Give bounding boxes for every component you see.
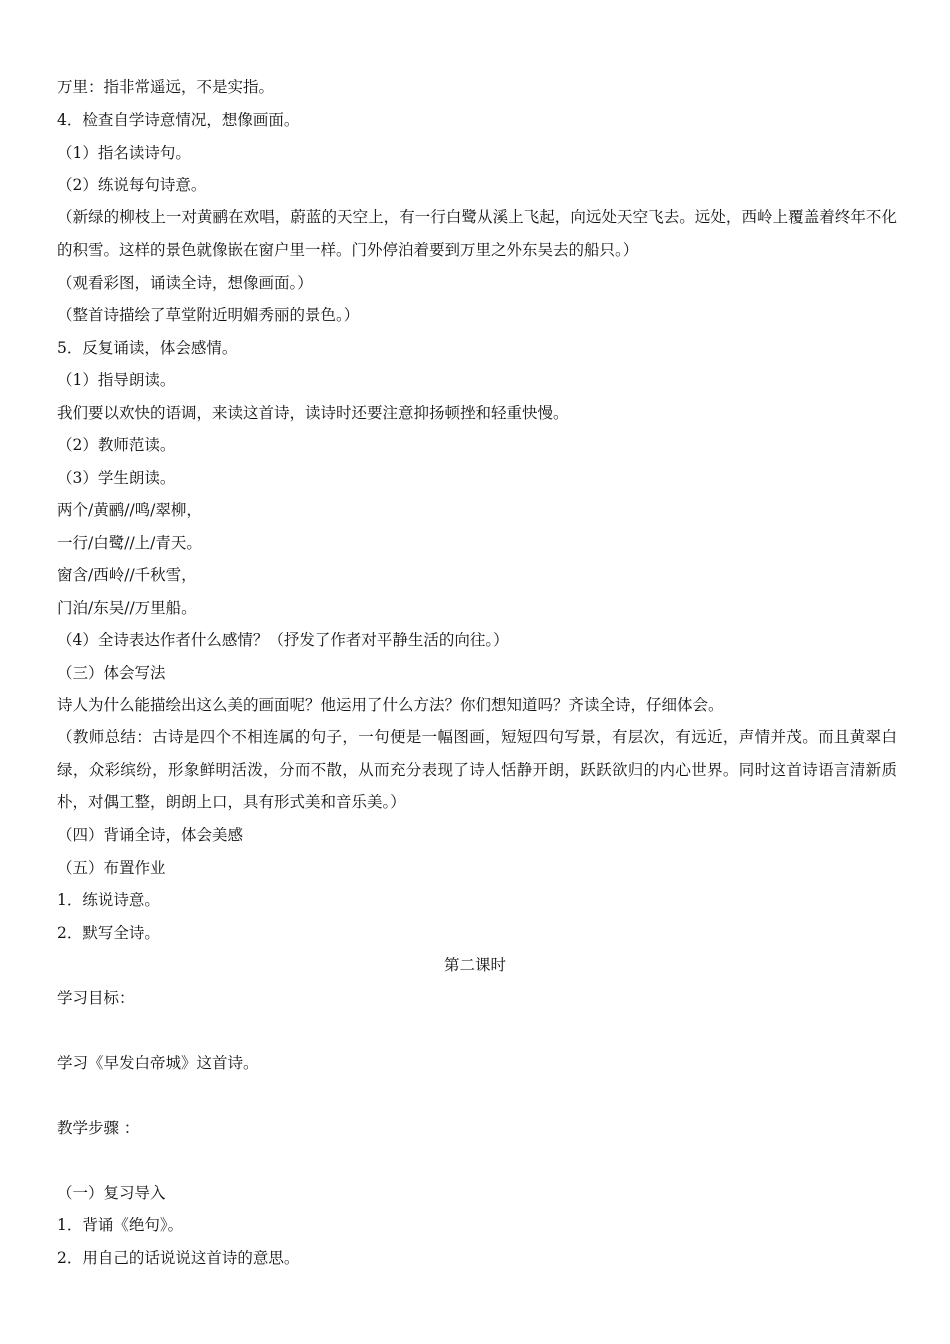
text-paragraph: （新绿的柳枝上一对黄鹂在欢唱，蔚蓝的天空上，有一行白鹭从溪上飞起，向远处天空飞去。远处，西岭上覆盖着终年不化的积雪。这样的景色就像嵌在窗户里一样。门外停泊着要到万里之外东吴去的船只。） [57, 208, 897, 259]
text-line: 诗人为什么能描绘出这么美的画面呢？他运用了什么方法？你们想知道吗？齐读全诗，仔细体会。 [57, 696, 724, 714]
text-line: （1）指名读诗句。 [57, 144, 191, 162]
lesson-title: 第二课时 [443, 956, 506, 974]
text-paragraph: （教师总结：古诗是四个不相连属的句子，一句便是一幅图画，短短四句写景，有层次，有远近，声情并茂。而且黄翠白绿，众彩缤纷，形象鲜明活泼，分而不散，从而充分表现了诗人恬静开朗，跃跃欲归的内心世界。同时这首诗语言清新质朴，对偶工整，朗朗上口，具有形式美和音乐美。） [57, 728, 897, 811]
section-heading: （一）复习导入 [57, 1184, 166, 1202]
text-line: （4）全诗表达作者什么感情？（抒发了作者对平静生活的向往。） [57, 631, 509, 649]
text-line: 2．默写全诗。 [57, 924, 160, 942]
text-line: （1）指导朗读。 [57, 371, 176, 389]
text-line: （整首诗描绘了草堂附近明媚秀丽的景色。） [57, 306, 360, 324]
text-line: 我们要以欢快的语调，来读这首诗，读诗时还要注意抑扬顿挫和轻重快慢。 [57, 404, 569, 422]
text-line: 学习目标： [57, 989, 135, 1007]
section-heading: （三）体会写法 [57, 664, 166, 682]
text-line: 5．反复诵读，体会感情。 [57, 339, 238, 357]
section-heading: （五）布置作业 [57, 859, 166, 877]
text-line: 万里：指非常遥远，不是实指。 [57, 78, 275, 96]
poem-line: 一行/白鹭//上/青天。 [57, 534, 202, 552]
text-line: （3）学生朗读。 [57, 469, 176, 487]
poem-line: 窗含/西岭//千秋雪， [57, 566, 197, 584]
poem-line: 两个/黄鹂//鸣/翠柳， [57, 501, 202, 519]
text-line: （观看彩图，诵读全诗，想像画面。） [57, 274, 313, 292]
section-heading: （四）背诵全诗，体会美感 [57, 826, 244, 844]
text-line: 1．练说诗意。 [57, 891, 160, 909]
text-line: （2）教师范读。 [57, 436, 176, 454]
text-line: 1．背诵《绝句》。 [57, 1216, 184, 1234]
poem-line: 门泊/东吴//万里船。 [57, 599, 197, 617]
text-line: 2．用自己的话说说这首诗的意思。 [57, 1249, 300, 1267]
text-line: 4．检查自学诗意情况，想像画面。 [57, 111, 300, 129]
text-line: 教学步骤 ： [57, 1119, 140, 1137]
text-line: 学习《早发白帝城》这首诗。 [57, 1054, 259, 1072]
text-line: （2）练说每句诗意。 [57, 176, 207, 194]
